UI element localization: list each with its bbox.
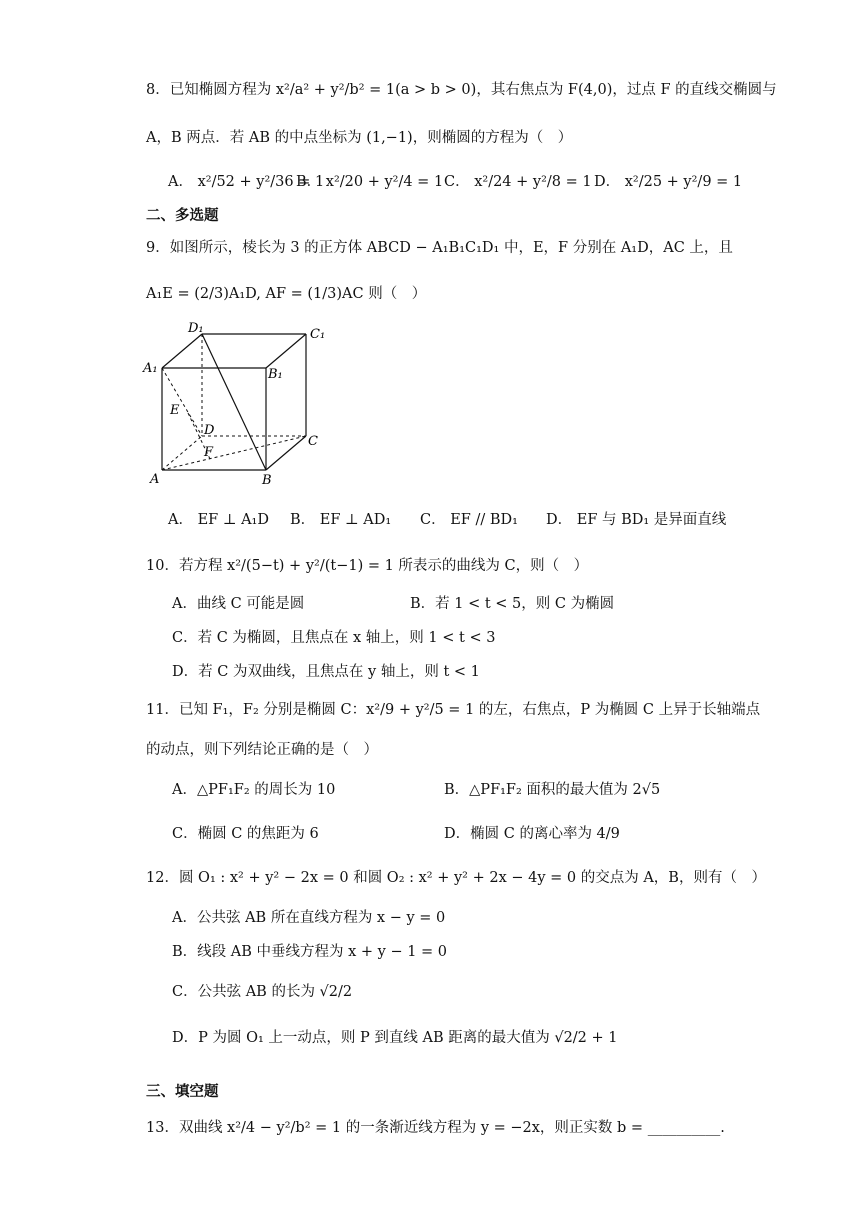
q12-stem: 12．圆 O₁ : x² + y² − 2x = 0 和圆 O₂ : x² + y² + 2x − 4y = 0 的交点为 A，B，则有（ ） <box>146 870 766 886</box>
q10-option-d: D．若 C 为双曲线，且焦点在 y 轴上，则 t < 1 <box>172 664 480 680</box>
q10-option-a: A．曲线 C 可能是圆 <box>172 596 305 612</box>
q8-option-b: B． x²/20 + y²/4 = 1 <box>296 174 444 190</box>
label-c1: C₁ <box>310 327 326 342</box>
q12-option-d: D．P 为圆 O₁ 上一动点，则 P 到直线 AB 距离的最大值为 √2/2 + 1 <box>172 1030 618 1046</box>
q11-option-d: D．椭圆 C 的离心率为 4/9 <box>444 826 620 842</box>
q8-option-c: C． x²/24 + y²/8 = 1 <box>444 174 592 190</box>
label-b1: B₁ <box>268 367 283 382</box>
label-d: D <box>204 423 215 438</box>
q8-option-a: A． x²/52 + y²/36 = 1 <box>168 174 325 190</box>
label-a1: A₁ <box>143 361 158 376</box>
label-d1: D₁ <box>188 321 204 336</box>
section-heading-fill: 三、填空题 <box>146 1084 219 1100</box>
q11-option-b: B．△PF₁F₂ 面积的最大值为 2√5 <box>444 782 661 798</box>
q11-stem-line1: 11．已知 F₁，F₂ 分别是椭圆 C：x²/9 + y²/5 = 1 的左，右焦点，P 为椭圆 C 上异于长轴端点 <box>146 702 761 718</box>
q10-option-c: C．若 C 为椭圆，且焦点在 x 轴上，则 1 < t < 3 <box>172 630 496 646</box>
q10-stem: 10．若方程 x²/(5−t) + y²/(t−1) = 1 所表示的曲线为 C，则（ ） <box>146 558 589 574</box>
q12-option-c: C．公共弦 AB 的长为 √2/2 <box>172 984 353 1000</box>
q10-option-b: B．若 1 < t < 5，则 C 为椭圆 <box>410 596 615 612</box>
section-heading-multi: 二、多选题 <box>146 208 219 224</box>
q12-option-b: B．线段 AB 中垂线方程为 x + y − 1 = 0 <box>172 944 448 960</box>
cube-figure <box>140 318 340 490</box>
q9-option-a: A． EF ⊥ A₁D <box>168 512 269 528</box>
q8-stem-line1: 8．已知椭圆方程为 x²/a² + y²/b² = 1(a > b > 0)，其右焦点为 F(4,0)，过点 F 的直线交椭圆与 <box>146 82 777 98</box>
q12-option-a: A．公共弦 AB 所在直线方程为 x − y = 0 <box>172 910 446 926</box>
label-f: F <box>204 445 214 460</box>
label-c: C <box>308 434 318 449</box>
q8-stem-line2: A，B 两点．若 AB 的中点坐标为 (1,−1)，则椭圆的方程为（ ） <box>146 130 573 146</box>
label-b: B <box>262 473 272 488</box>
label-a: A <box>150 472 160 487</box>
q13-stem: 13．双曲线 x²/4 − y²/b² = 1 的一条渐近线方程为 y = −2x，则正实数 b = __________. <box>146 1120 725 1136</box>
q9-option-c: C． EF // BD₁ <box>420 512 518 528</box>
q9-stem-line2: A₁E = (2/3)A₁D, AF = (1/3)AC 则（ ） <box>146 286 427 302</box>
q11-option-c: C．椭圆 C 的焦距为 6 <box>172 826 319 842</box>
q9-option-b: B． EF ⊥ AD₁ <box>290 512 392 528</box>
q11-option-a: A．△PF₁F₂ 的周长为 10 <box>172 782 336 798</box>
q11-stem-line2: 的动点，则下列结论正确的是（ ） <box>146 742 378 758</box>
label-e: E <box>170 403 180 418</box>
q9-option-d: D． EF 与 BD₁ 是异面直线 <box>546 512 727 528</box>
q8-option-d: D． x²/25 + y²/9 = 1 <box>594 174 743 190</box>
q9-stem-line1: 9．如图所示，棱长为 3 的正方体 ABCD − A₁B₁C₁D₁ 中，E，F 分别在 A₁D，AC 上，且 <box>146 240 733 256</box>
